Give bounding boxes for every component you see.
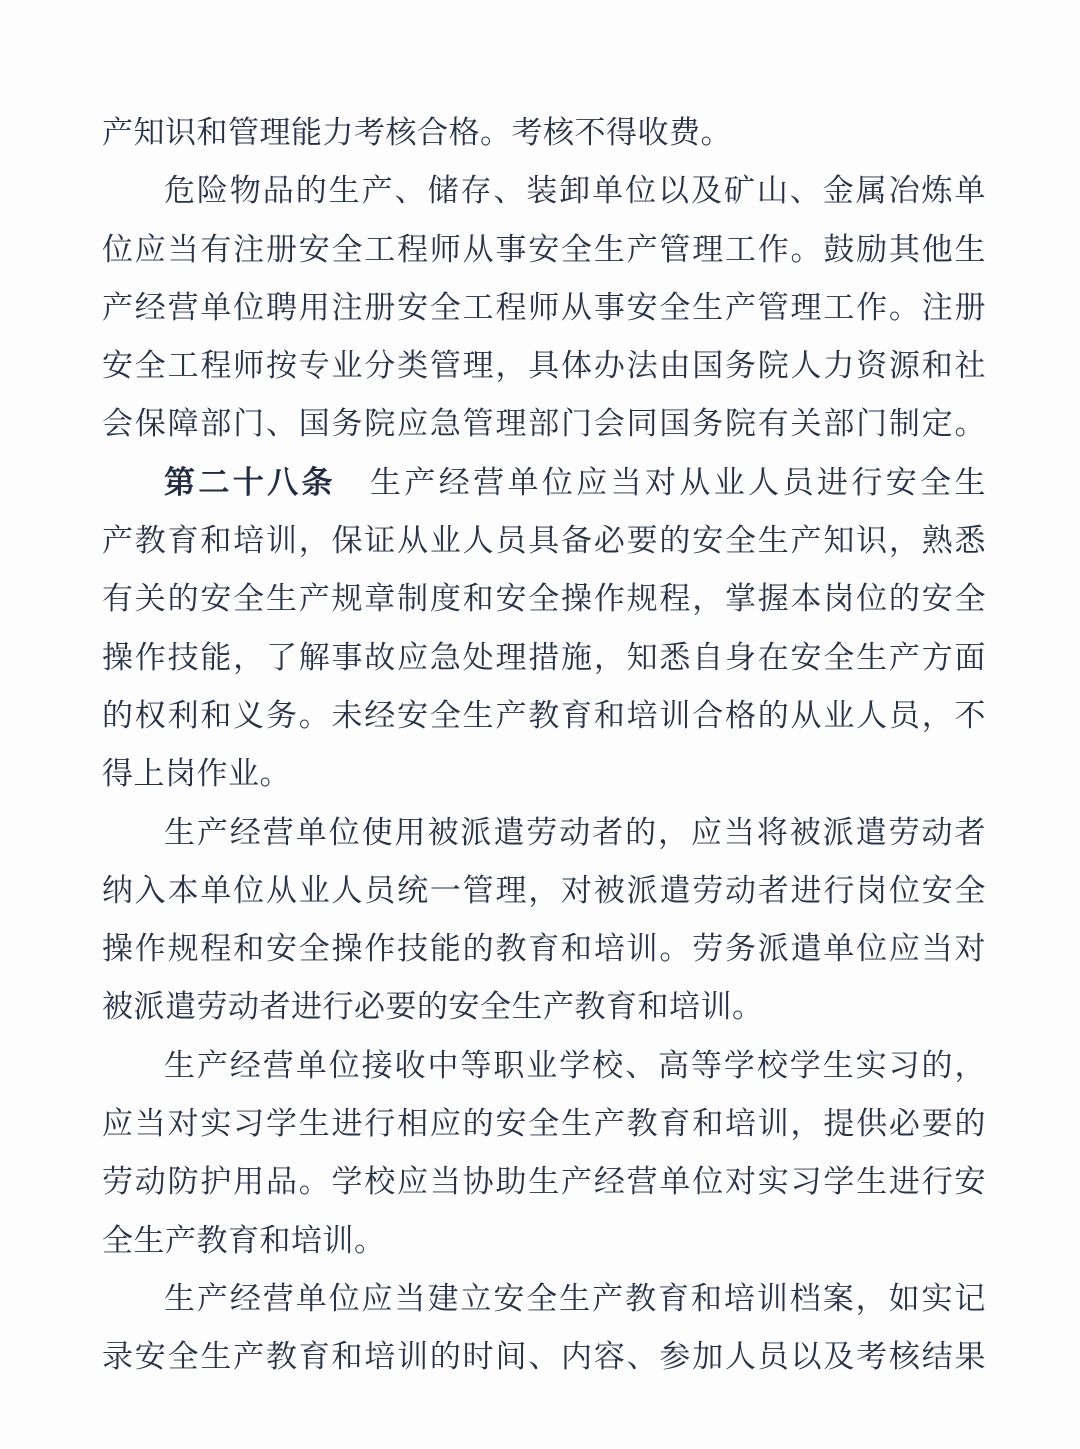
text-line bbox=[102, 745, 986, 803]
line-text: 产经营单位聘用注册安全工程师从事安全生产管理工作。注册 bbox=[102, 289, 986, 325]
line-text: 产教育和培训，保证从业人员具备必要的安全生产知识，熟悉 bbox=[102, 523, 986, 559]
line-text: 应当对实习学生进行相应的安全生产教育和培训，提供必要的 bbox=[102, 1106, 986, 1142]
text-line bbox=[102, 512, 986, 570]
line-text: 操作技能，了解事故应急处理措施，知悉自身在安全生产方面 bbox=[102, 639, 986, 675]
line-text: 生产经营单位应当建立安全生产教育和培训档案，如实记 bbox=[164, 1280, 986, 1316]
line-text: 劳动防护用品。学校应当协助生产经营单位对实习学生进行安 bbox=[102, 1164, 986, 1200]
line-text: 生产经营单位应当对从业人员进行安全生 bbox=[369, 464, 987, 500]
text-line bbox=[102, 1153, 986, 1211]
text-line bbox=[102, 1095, 986, 1153]
text-line bbox=[102, 1212, 986, 1270]
text-line bbox=[102, 1037, 986, 1095]
line-text: 的权利和义务。未经安全生产教育和培训合格的从业人员，不 bbox=[102, 697, 986, 733]
text-line bbox=[102, 687, 986, 745]
text-line bbox=[102, 804, 986, 862]
text-line bbox=[102, 279, 986, 337]
line-text: 危险物品的生产、储存、装卸单位以及矿山、金属冶炼单 bbox=[164, 173, 986, 209]
line-text: 产知识和管理能力考核合格。考核不得收费。 bbox=[102, 115, 732, 150]
line-text: 会保障部门、国务院应急管理部门会同国务院有关部门制定。 bbox=[102, 406, 986, 442]
text-line bbox=[102, 221, 986, 279]
line-text: 生产经营单位使用被派遣劳动者的，应当将被派遣劳动者 bbox=[164, 814, 986, 850]
text-line bbox=[102, 570, 986, 628]
line-text: 安全工程师按专业分类管理，具体办法由国务院人力资源和社 bbox=[102, 348, 986, 384]
line-text: 纳入本单位从业人员统一管理，对被派遣劳动者进行岗位安全 bbox=[102, 872, 986, 908]
line-text: 得上岗作业。 bbox=[102, 756, 291, 792]
text-line bbox=[102, 395, 986, 453]
text-line bbox=[102, 104, 986, 162]
text-line bbox=[102, 1328, 986, 1386]
text-line bbox=[102, 978, 986, 1036]
article-number: 第二十八条 bbox=[164, 464, 336, 500]
text-line bbox=[102, 337, 986, 395]
text-line bbox=[102, 454, 986, 512]
line-text: 操作规程和安全操作技能的教育和培训。劳务派遣单位应当对 bbox=[102, 931, 986, 967]
line-text: 全生产教育和培训。 bbox=[102, 1222, 386, 1258]
line-text: 位应当有注册安全工程师从事安全生产管理工作。鼓励其他生 bbox=[102, 231, 986, 267]
text-line bbox=[102, 162, 986, 220]
legal-text-block bbox=[102, 104, 986, 1387]
line-text: 被派遣劳动者进行必要的安全生产教育和培训。 bbox=[102, 989, 764, 1025]
line-text: 录安全生产教育和培训的时间、内容、参加人员以及考核结果 bbox=[102, 1339, 986, 1375]
text-line bbox=[102, 862, 986, 920]
text-line bbox=[102, 920, 986, 978]
line-text: 生产经营单位接收中等职业学校、高等学校学生实习的， bbox=[164, 1047, 986, 1083]
text-line bbox=[102, 1270, 986, 1328]
text-line bbox=[102, 629, 986, 687]
line-text: 有关的安全生产规章制度和安全操作规程，掌握本岗位的安全 bbox=[102, 581, 986, 617]
